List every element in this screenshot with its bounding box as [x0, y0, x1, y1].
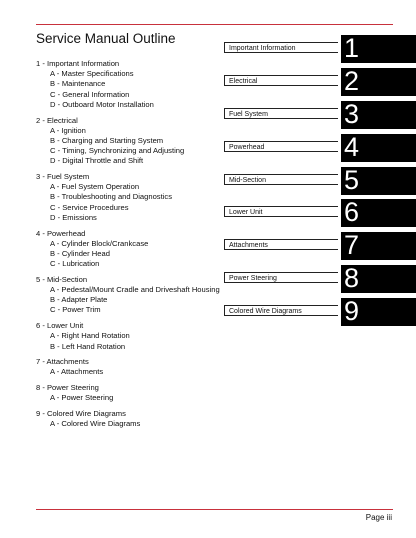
tab-number-block [341, 232, 416, 260]
tab-number-block [341, 134, 416, 162]
section-item: A - Fuel System Operation [50, 182, 140, 192]
page-number: Page iii [365, 513, 392, 522]
tab-number-block [341, 167, 416, 195]
section-item: B - Charging and Starting System [50, 135, 164, 145]
section-item: B - Troubleshooting and Diagnostics [50, 192, 172, 202]
tab-label: Mid-Section [224, 174, 338, 185]
tab-number-block [341, 68, 416, 96]
outline-section [36, 229, 226, 270]
section-title: 7 - Attachments [36, 357, 89, 367]
tab-number: 5 [344, 165, 360, 195]
top-rule [36, 24, 393, 25]
section-item: A - Pedestal/Mount Cradle and Driveshaft Housing [50, 285, 220, 295]
outline-section [36, 116, 226, 167]
outline-section [36, 275, 226, 316]
section-item: A - Cylinder Block/Crankcase [50, 238, 149, 248]
outline-section [36, 409, 226, 429]
section-item: D - Outboard Motor Installation [50, 99, 154, 109]
section-item: A - Master Specifications [50, 69, 134, 79]
tab-power-steering[interactable] [224, 265, 416, 293]
section-item: D - Digital Throttle and Shift [50, 156, 144, 166]
tab-number-block [341, 265, 416, 293]
tab-number: 1 [344, 33, 360, 63]
outline-section [36, 321, 226, 352]
tab-attachments[interactable] [224, 232, 416, 260]
section-item: A - Attachments [50, 367, 104, 377]
tab-mid-section[interactable] [224, 167, 416, 195]
tab-number-block [341, 298, 416, 326]
tab-number-block [341, 199, 416, 227]
section-title: 3 - Fuel System [36, 172, 90, 182]
section-title: 2 - Electrical [36, 115, 78, 125]
tab-number-block [341, 101, 416, 129]
tab-number: 6 [344, 197, 360, 227]
section-item: C - Power Trim [50, 305, 101, 315]
section-item: C - Timing, Synchronizing and Adjusting [50, 146, 185, 156]
section-item: B - Cylinder Head [50, 248, 110, 258]
section-title: 9 - Colored Wire Diagrams [36, 409, 126, 419]
tab-powerhead[interactable] [224, 134, 416, 162]
tab-label: Power Steering [224, 272, 338, 283]
section-title: 1 - Important Information [36, 59, 120, 68]
section-item: A - Ignition [50, 125, 86, 135]
bottom-rule [36, 509, 393, 510]
section-item: C - Lubrication [50, 259, 100, 269]
section-item: B - Left Hand Rotation [50, 341, 126, 351]
tab-label: Important Information [224, 42, 338, 53]
tab-number: 7 [344, 230, 360, 260]
section-item: B - Adapter Plate [50, 295, 108, 305]
page-title: Service Manual Outline [36, 31, 176, 46]
section-title: 8 - Power Steering [36, 383, 99, 393]
section-item: B - Maintenance [50, 79, 106, 89]
tab-label: Electrical [224, 75, 338, 86]
tab-fuel-system[interactable] [224, 101, 416, 129]
tab-colored-wire-diagrams[interactable] [224, 298, 416, 326]
tab-number: 9 [344, 296, 360, 326]
tab-label: Powerhead [224, 141, 338, 152]
tab-label: Fuel System [224, 108, 338, 119]
tab-electrical[interactable] [224, 68, 416, 96]
tab-number: 2 [344, 66, 360, 96]
outline-section [36, 172, 226, 223]
section-item: C - Service Procedures [50, 202, 129, 212]
outline-list [36, 59, 226, 435]
tab-number: 8 [344, 263, 360, 293]
tab-lower-unit[interactable] [224, 199, 416, 227]
section-item: D - Emissions [50, 212, 97, 222]
section-item: A - Power Steering [50, 393, 114, 403]
section-item: A - Colored Wire Diagrams [50, 419, 141, 429]
outline-section [36, 357, 226, 377]
tab-label: Colored Wire Diagrams [224, 305, 338, 316]
section-title: 4 - Powerhead [36, 228, 86, 238]
outline-section [36, 59, 226, 110]
section-title: 6 - Lower Unit [36, 321, 84, 331]
tab-number-block [341, 35, 416, 63]
tab-label: Attachments [224, 239, 338, 250]
tab-number: 4 [344, 132, 360, 162]
tab-label: Lower Unit [224, 206, 338, 217]
section-item: A - Right Hand Rotation [50, 331, 130, 341]
section-item: C - General Information [50, 89, 130, 99]
tab-number: 3 [344, 99, 360, 129]
tab-important-information[interactable] [224, 35, 416, 63]
section-title: 5 - Mid-Section [36, 274, 88, 284]
outline-section [36, 383, 226, 403]
